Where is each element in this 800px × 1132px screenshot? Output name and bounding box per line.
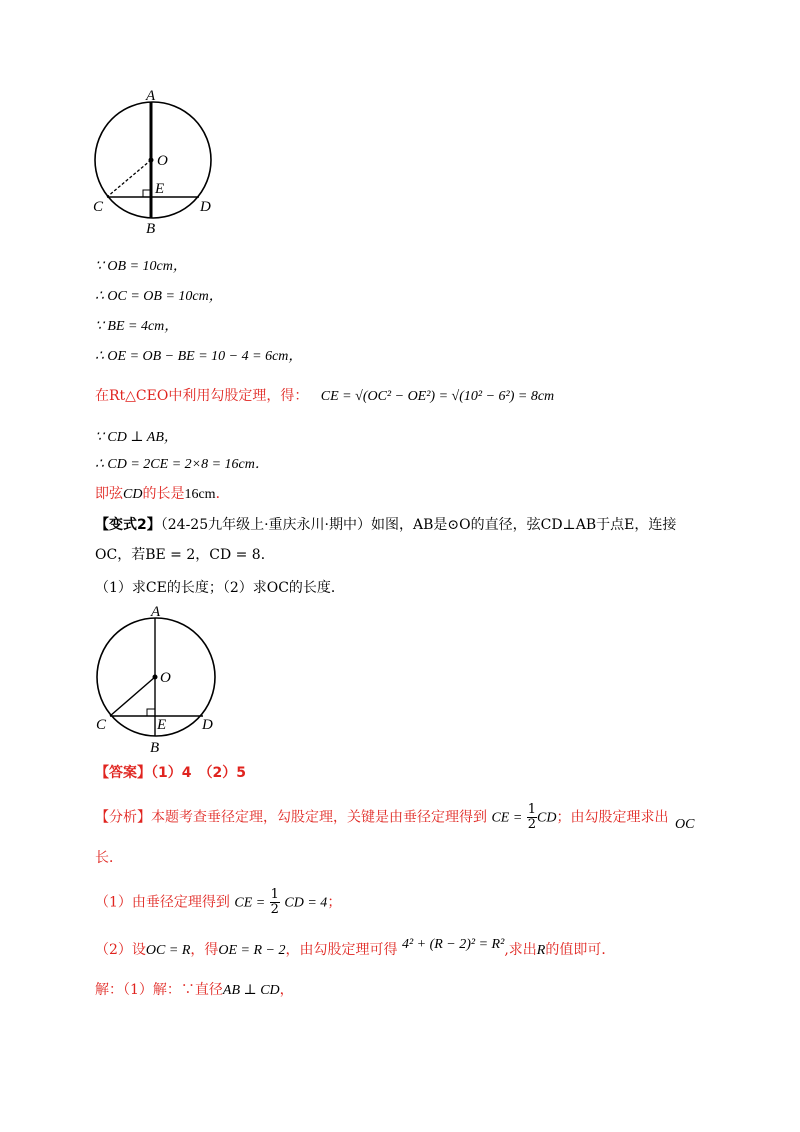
solution-line-8: 即弦CD的长是16cm．: [95, 486, 230, 502]
solution-line-3: ∵ BE = 4cm，: [95, 319, 179, 334]
variant-question-line-1: 【变式2】（24-25九年级上·重庆永川·期中）如图，AB是⊙O的直径，弦CD⊥AB于点E，连接: [95, 517, 677, 533]
solution-line-7: ∴ CD = 2CE = 2×8 = 16cm．: [95, 457, 269, 472]
analysis-line-2: 长．: [95, 850, 123, 866]
answer-line: 【答案】（1）4 （2）5: [95, 765, 246, 781]
variant-question-line-3: （1）求CE的长度；（2）求OC的长度．: [95, 580, 345, 596]
solution-line-4: ∴ OE = OB − BE = 10 − 4 = 6cm，: [95, 349, 303, 364]
label-d-1: D: [200, 199, 211, 215]
label-d-2: D: [202, 717, 213, 733]
analysis-step-1: （1）由垂径定理得到 CE = $\frac{1}{2}$ CD = 4；: [95, 887, 342, 917]
label-a-2: A: [151, 604, 161, 620]
analysis-line-1: 【分析】本题考查垂径定理，勾股定理，关键是由垂径定理得到 CE = $\frac{1}{2}$ CD；由勾股定理求出: [95, 802, 669, 832]
segment-oc-2: [110, 677, 155, 716]
label-e-1: E: [155, 181, 165, 197]
label-o-2: O: [160, 670, 171, 686]
right-angle-mark-2: [147, 709, 155, 716]
analysis-step-2: （2）设OC = R，得OE = R − 2，由勾股定理可得 4² + (R − 2)² = R²,求出R的值即可．: [95, 937, 616, 958]
label-a-1: A: [146, 88, 156, 104]
solution-2-start: 解：（1）解：∵直径AB ⊥ CD，: [95, 982, 294, 998]
analysis-tag: 【分析】: [95, 809, 151, 826]
analysis-oc: OC: [675, 817, 695, 832]
solution-line-6: ∵ CD ⊥ AB，: [95, 430, 178, 445]
center-dot-2: [153, 675, 158, 680]
label-b-2: B: [150, 740, 160, 756]
variant-question-line-2: OC，若BE = 2，CD = 8．: [95, 547, 275, 563]
solution-line-2: ∴ OC = OB = 10cm，: [95, 289, 223, 304]
label-o-1: O: [157, 153, 168, 169]
solution-line-1: ∵ OB = 10cm，: [95, 259, 187, 274]
label-c-2: C: [96, 717, 107, 733]
answer-tag: 【答案】: [95, 765, 151, 781]
solution-line-5: 在Rt△CEO中利用勾股定理，得： CE = √(OC² − OE²) = √(10² − 6²) = 8cm: [95, 388, 555, 404]
label-c-1: C: [93, 199, 104, 215]
variant-tag: 【变式2】: [95, 517, 161, 533]
label-b-1: B: [146, 221, 156, 237]
label-e-2: E: [157, 717, 167, 733]
